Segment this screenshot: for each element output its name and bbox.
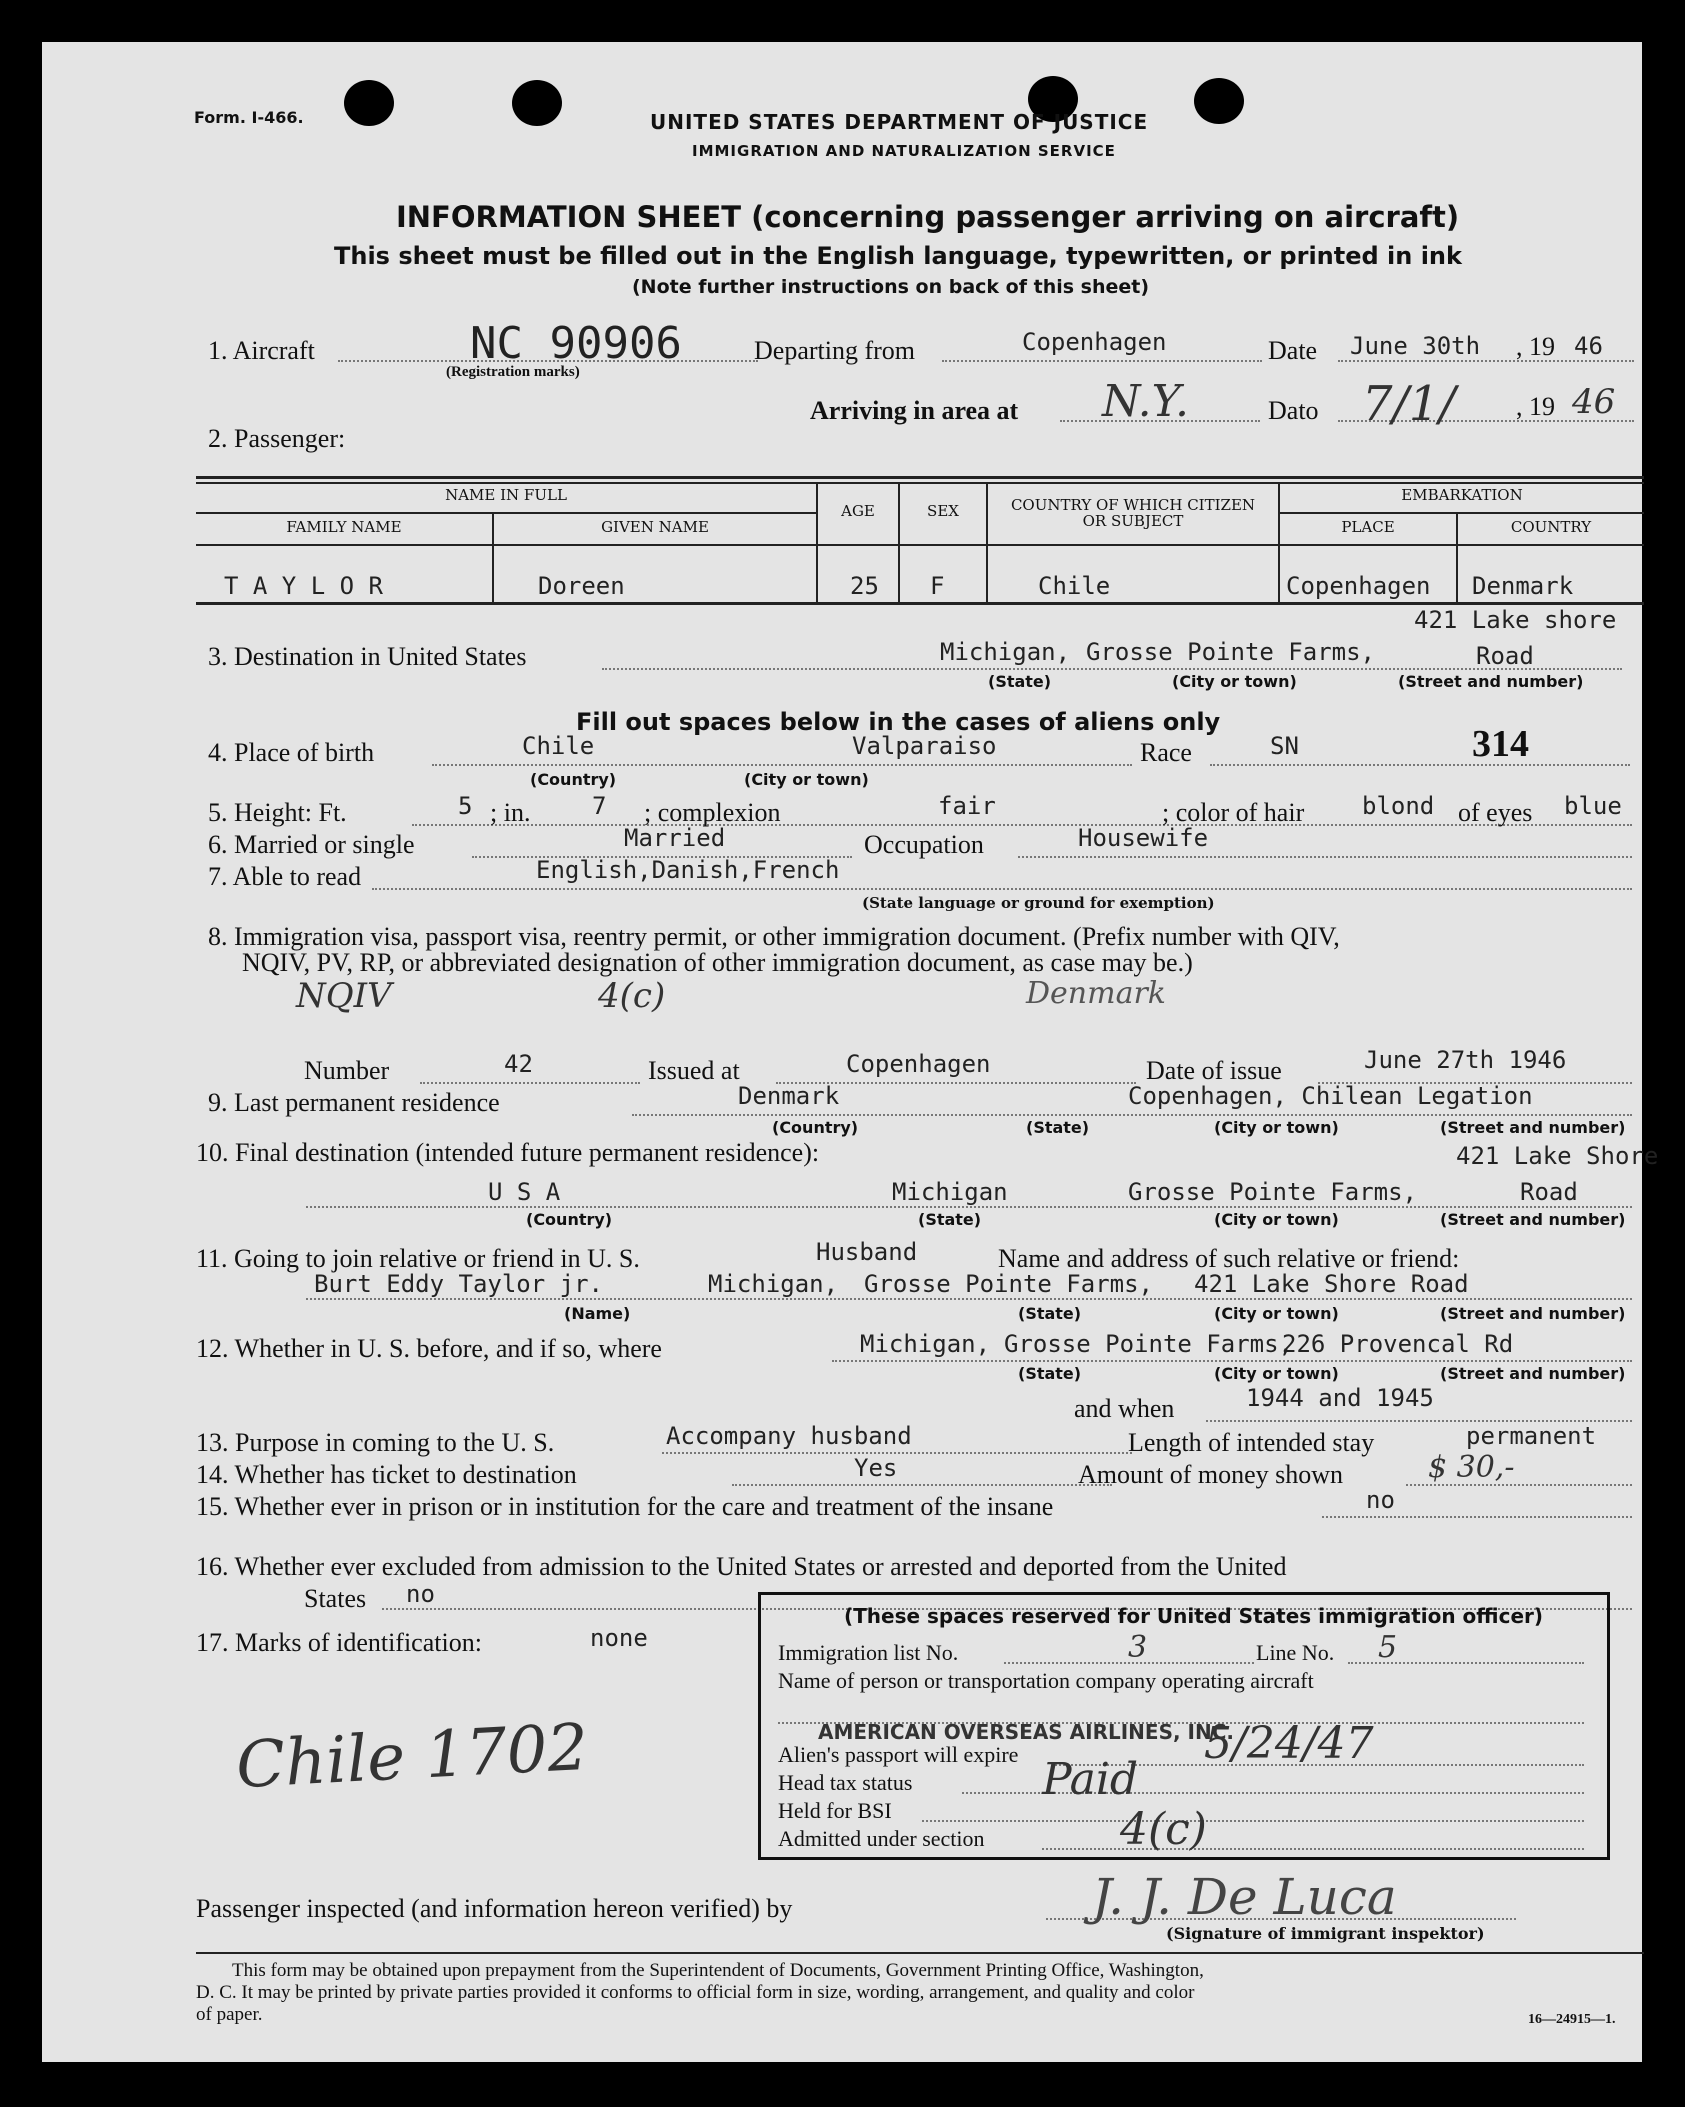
ticket-label: 14. Whether has ticket to destination: [196, 1460, 577, 1489]
relative-state-caption: (State): [1018, 1304, 1082, 1323]
embark-country-header: COUNTRY: [1510, 518, 1592, 536]
final-city-caption: (City or town): [1214, 1210, 1339, 1229]
final-street-1: 421 Lake Shore: [1456, 1142, 1659, 1170]
passenger-label: 2. Passenger:: [208, 424, 346, 453]
issued-value: Copenhagen: [846, 1050, 991, 1078]
age-header: AGE: [841, 502, 875, 520]
join-relation: Husband: [816, 1238, 918, 1266]
marital-value: Married: [624, 824, 726, 852]
birth-country: Chile: [522, 732, 595, 760]
birth-city: Valparaiso: [852, 732, 997, 760]
previous-state: Michigan,: [860, 1330, 991, 1358]
punch-hole: [1194, 78, 1244, 124]
issued-label: Issued at: [648, 1056, 740, 1085]
dest-street-caption: (Street and number): [1398, 672, 1584, 691]
handwritten-note: Chile 1702: [234, 1710, 590, 1804]
birth-city-caption: (City or town): [744, 770, 869, 789]
last-residence-country-caption: (Country): [772, 1118, 859, 1137]
given-name-header: GIVEN NAME: [601, 518, 709, 536]
passport-expire-value: 5/24/47: [1204, 1718, 1374, 1769]
registration-caption: (Registration marks): [446, 364, 580, 380]
final-street-caption: (Street and number): [1440, 1210, 1626, 1229]
prison-value: no: [1366, 1486, 1395, 1514]
birth-country-caption: (Country): [530, 770, 617, 789]
embark-place-header: PLACE: [1341, 518, 1395, 536]
inspector-signature: J. J. De Luca: [1092, 1868, 1397, 1926]
embarkation-header: EMBARKATION: [1401, 486, 1523, 504]
head-tax-value: Paid: [1042, 1754, 1139, 1805]
final-destination-label: 10. Final destination (intended future permanent residence):: [196, 1138, 820, 1167]
previous-street: 226 Provencal Rd: [1282, 1330, 1514, 1358]
relative-city: Grosse Pointe Farms,: [864, 1270, 1153, 1298]
last-residence-label: 9. Last permanent residence: [208, 1088, 500, 1117]
last-residence-street-caption: (Street and number): [1440, 1118, 1626, 1137]
occupation-label: Occupation: [864, 830, 984, 859]
read-caption: (State language or ground for exemption): [862, 894, 1215, 912]
relative-name: Burt Eddy Taylor jr.: [314, 1270, 603, 1298]
prison-label: 15. Whether ever in prison or in institution for the care and treatment of the insane: [196, 1492, 1054, 1521]
given-name-value: Doreen: [538, 572, 625, 600]
embark-country-value: Denmark: [1472, 572, 1574, 600]
embark-place-value: Copenhagen: [1286, 572, 1431, 600]
eyes-value: blue: [1564, 792, 1622, 820]
previous-city: Grosse Pointe Farms,: [1004, 1330, 1293, 1358]
family-name-value: T A Y L O R: [224, 572, 383, 600]
height-in-label: ; in.: [490, 798, 531, 827]
arriving-value: N.Y.: [1102, 376, 1190, 427]
complexion-label: ; complexion: [644, 798, 781, 827]
race-label: Race: [1140, 738, 1192, 767]
ticket-value: Yes: [854, 1454, 898, 1482]
issue-date-value: June 27th 1946: [1364, 1046, 1567, 1074]
dest-state-caption: (State): [988, 672, 1052, 691]
form-subtitle: This sheet must be filled out in the English language, typewritten, or printed in ink: [334, 242, 1462, 270]
bsi-label: Held for BSI: [778, 1798, 892, 1823]
marks-value: none: [590, 1624, 648, 1652]
when-label: and when: [1074, 1394, 1175, 1423]
punch-hole: [344, 80, 394, 126]
dest-street-2: Road: [1476, 642, 1534, 670]
citizen-value: Chile: [1038, 572, 1111, 600]
name-address-label: Name and address of such relative or friend:: [998, 1244, 1460, 1273]
marks-label: 17. Marks of identification:: [196, 1628, 482, 1657]
date-value: June 30th: [1350, 332, 1481, 360]
sex-value: F: [930, 572, 945, 600]
birth-label: 4. Place of birth: [208, 738, 375, 767]
line-no-label: Line No.: [1256, 1640, 1335, 1665]
service-title: IMMIGRATION AND NATURALIZATION SERVICE: [692, 142, 1116, 160]
sex-header: SEX: [927, 502, 959, 520]
visa-number-label: Number: [304, 1056, 390, 1085]
arriving-label: Arriving in area at: [810, 396, 1019, 425]
name-in-full-header: NAME IN FULL: [445, 486, 567, 504]
previous-state-caption: (State): [1018, 1364, 1082, 1383]
form-number: Form. I-466.: [194, 108, 304, 127]
last-residence-state-caption: (State): [1026, 1118, 1090, 1137]
year2-prefix: , 19: [1516, 392, 1555, 421]
section-value: 4(c): [1120, 1804, 1207, 1855]
year-value: 46: [1574, 332, 1603, 360]
relative-state: Michigan,: [708, 1270, 839, 1298]
stay-label: Length of intended stay: [1128, 1428, 1375, 1457]
race-value: SN: [1270, 732, 1299, 760]
form-sheet: [42, 42, 1659, 2062]
previous-visit-label: 12. Whether in U. S. before, and if so, where: [196, 1334, 662, 1363]
departing-value: Copenhagen: [1022, 328, 1167, 356]
height-ft: 5: [458, 792, 473, 820]
excluded-line-2: States: [304, 1584, 367, 1613]
footer-line-1: This form may be obtained upon prepayment from the Superintendent of Documents, Government Printing Office, Washington,: [232, 1960, 1204, 1981]
final-city: Grosse Pointe Farms,: [1128, 1178, 1417, 1206]
stay-value: permanent: [1466, 1422, 1597, 1450]
date-label: Date: [1268, 336, 1318, 365]
read-label: 7. Able to read: [208, 862, 362, 891]
visa-hand-section: 4(c): [598, 976, 666, 1016]
excluded-value: no: [406, 1580, 435, 1608]
visa-hand-prefix: NQIV: [296, 976, 392, 1016]
department-title: UNITED STATES DEPARTMENT OF JUSTICE: [650, 110, 1149, 134]
section-label: Admitted under section: [778, 1826, 985, 1851]
destination-label: 3. Destination in United States: [208, 642, 527, 671]
form-title: INFORMATION SHEET (concerning passenger arriving on aircraft): [396, 200, 1460, 234]
family-name-header: FAMILY NAME: [286, 518, 402, 536]
marital-label: 6. Married or single: [208, 830, 415, 859]
country-citizen-header-2: OR SUBJECT: [1082, 512, 1184, 530]
join-label: 11. Going to join relative or friend in U. S.: [196, 1244, 640, 1273]
height-label: 5. Height: Ft.: [208, 798, 347, 827]
eyes-label: of eyes: [1458, 798, 1533, 827]
visa-number: 42: [504, 1050, 533, 1078]
country-citizen-header: COUNTRY OF WHICH CITIZEN: [1010, 496, 1256, 514]
when-value: 1944 and 1945: [1246, 1384, 1434, 1412]
purpose-value: Accompany husband: [666, 1422, 912, 1450]
last-residence-country: Denmark: [738, 1082, 840, 1110]
age-value: 25: [850, 572, 879, 600]
passport-expire-label: Alien's passport will expire: [778, 1742, 1019, 1767]
occupation-value: Housewife: [1078, 824, 1209, 852]
officer-box-title: (These spaces reserved for United States immigration officer): [844, 1604, 1544, 1628]
relative-name-caption: (Name): [564, 1304, 631, 1323]
relative-street-caption: (Street and number): [1440, 1304, 1626, 1323]
final-state: Michigan: [892, 1178, 1008, 1206]
final-street-2: Road: [1520, 1178, 1578, 1206]
read-value: English,Danish,French: [536, 856, 840, 884]
previous-city-caption: (City or town): [1214, 1364, 1339, 1383]
operator-value: AMERICAN OVERSEAS AIRLINES, INC.: [818, 1720, 1234, 1744]
visa-line-2: NQIV, PV, RP, or abbreviated designation of other immigration document, as case may be.): [242, 948, 1193, 977]
stamp-number: 314: [1472, 723, 1529, 765]
dest-state: Michigan,: [940, 638, 1071, 666]
excluded-line-1: 16. Whether ever excluded from admission to the United States or arrested and deported from the United: [196, 1552, 1287, 1581]
relative-city-caption: (City or town): [1214, 1304, 1339, 1323]
operator-label: Name of person or transportation company operating aircraft: [778, 1668, 1314, 1693]
previous-street-caption: (Street and number): [1440, 1364, 1626, 1383]
final-country: U S A: [488, 1178, 561, 1206]
purpose-label: 13. Purpose in coming to the U. S.: [196, 1428, 555, 1457]
hair-label: ; color of hair: [1162, 798, 1305, 827]
year2-value: 46: [1572, 382, 1616, 422]
head-tax-label: Head tax status: [778, 1770, 913, 1795]
money-value: $ 30,-: [1428, 1450, 1515, 1485]
relative-street: 421 Lake Shore Road: [1194, 1270, 1469, 1298]
punch-hole: [512, 80, 562, 126]
list-no-value: 3: [1128, 1630, 1148, 1665]
money-label: Amount of money shown: [1078, 1460, 1344, 1489]
inspected-label: Passenger inspected (and information hereon verified) by: [196, 1894, 793, 1923]
footer-line-2: D. C. It may be printed by private parties provided it conforms to official form in size, wording, arrangement, and quality and color: [196, 1982, 1195, 2003]
list-no-label: Immigration list No.: [778, 1640, 959, 1665]
aircraft-label: 1. Aircraft: [208, 336, 315, 365]
visa-hand-country: Denmark: [1026, 976, 1166, 1011]
aliens-heading: Fill out spaces below in the cases of aliens only: [576, 708, 1221, 736]
date2-value: 7/1/: [1362, 376, 1456, 432]
signature-caption: (Signature of immigrant inspektor): [1166, 1924, 1485, 1943]
footer-code: 16—24915—1.: [1528, 2012, 1616, 2027]
complexion-value: fair: [938, 792, 996, 820]
issue-date-label: Date of issue: [1146, 1056, 1282, 1085]
form-note: (Note further instructions on back of this sheet): [632, 276, 1150, 298]
departing-label: Departing from: [754, 336, 916, 365]
dest-street-1: 421 Lake shore: [1414, 606, 1617, 634]
dest-city: Grosse Pointe Farms,: [1086, 638, 1375, 666]
visa-line-1: 8. Immigration visa, passport visa, reentry permit, or other immigration document. (Prefix number with QIV,: [208, 922, 1340, 951]
final-country-caption: (Country): [526, 1210, 613, 1229]
last-residence-city-caption: (City or town): [1214, 1118, 1339, 1137]
last-residence-street: Copenhagen, Chilean Legation: [1128, 1082, 1533, 1110]
final-state-caption: (State): [918, 1210, 982, 1229]
footer-line-3: of paper.: [196, 2004, 263, 2025]
date2-label: Dato: [1268, 396, 1319, 425]
dest-city-caption: (City or town): [1172, 672, 1297, 691]
year-prefix: , 19: [1516, 332, 1555, 361]
hair-value: blond: [1362, 792, 1435, 820]
height-in: 7: [592, 792, 607, 820]
aircraft-registration: NC 90906: [470, 318, 682, 369]
line-no-value: 5: [1378, 1630, 1398, 1665]
